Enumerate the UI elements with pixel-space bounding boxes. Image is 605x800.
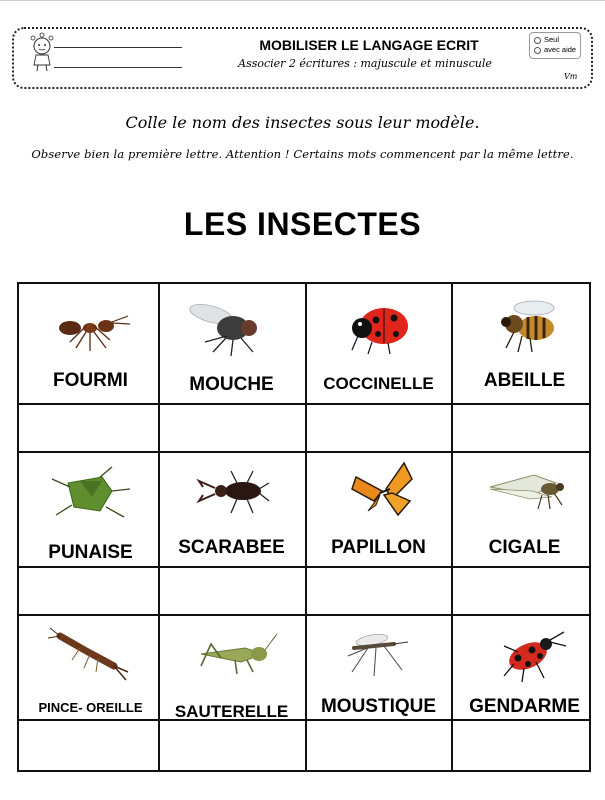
option-avec-aide[interactable]: avec aide bbox=[534, 45, 580, 55]
grasshopper-icon bbox=[181, 624, 281, 686]
insect-cell-papillon bbox=[307, 453, 450, 574]
paste-slot-fourmi[interactable] bbox=[19, 405, 162, 451]
paste-slot-cigale[interactable] bbox=[453, 568, 596, 614]
paste-slot-moustique[interactable] bbox=[307, 721, 450, 770]
top-border bbox=[0, 0, 605, 1]
paste-slot-scarabee[interactable] bbox=[160, 568, 303, 614]
insect-cell-punaise bbox=[19, 453, 162, 574]
cicada-icon bbox=[474, 461, 574, 523]
paste-slot-mouche[interactable] bbox=[160, 405, 303, 451]
insect-label: CIGALE bbox=[488, 537, 561, 558]
autonomy-choice bbox=[529, 32, 581, 59]
name-line[interactable] bbox=[54, 47, 182, 48]
stag-beetle-icon bbox=[181, 461, 281, 523]
insect-cell-abeille bbox=[453, 284, 596, 405]
insect-label: GENDARME bbox=[469, 696, 580, 717]
paste-slot-papillon[interactable] bbox=[307, 568, 450, 614]
teacher-signature: Vm bbox=[564, 72, 578, 81]
mosquito-icon bbox=[328, 622, 428, 684]
header-subtitle: Associer 2 écritures : majuscule et minuscule bbox=[238, 57, 492, 70]
paste-slot-sauterelle[interactable] bbox=[160, 721, 303, 770]
paste-slot-gendarme[interactable] bbox=[453, 721, 596, 770]
insect-cell-moustique bbox=[307, 616, 450, 737]
insect-cell-mouche bbox=[160, 284, 303, 405]
child-mascot-icon bbox=[22, 32, 62, 72]
insect-cell-fourmi bbox=[19, 284, 162, 405]
insect-label: MOUSTIQUE bbox=[320, 696, 437, 717]
insect-cell-coccinelle bbox=[307, 284, 450, 405]
insect-grid bbox=[17, 282, 591, 772]
insect-cell-sauterelle bbox=[160, 616, 303, 737]
insect-label: MOUCHE bbox=[189, 374, 274, 395]
ladybug-icon bbox=[328, 296, 428, 358]
insect-cell-gendarme bbox=[453, 616, 596, 737]
option-seul[interactable]: Seul bbox=[534, 35, 580, 45]
radio-icon[interactable] bbox=[534, 47, 541, 54]
stink-bug-icon bbox=[40, 461, 140, 523]
radio-icon[interactable] bbox=[534, 37, 541, 44]
paste-slot-coccinelle[interactable] bbox=[307, 405, 450, 451]
worksheet-header bbox=[12, 27, 593, 89]
insect-cell-pince-oreille bbox=[19, 616, 162, 737]
insect-cell-scarabee bbox=[160, 453, 303, 574]
paste-slot-pince-oreille[interactable] bbox=[19, 721, 162, 770]
paste-slot-punaise[interactable] bbox=[19, 568, 162, 614]
insect-label: FOURMI bbox=[53, 370, 128, 391]
insect-label: PUNAISE bbox=[48, 542, 133, 563]
insect-label: SAUTERELLE bbox=[174, 702, 289, 721]
insect-cell-cigale bbox=[453, 453, 596, 574]
insect-label: SCARABEE bbox=[178, 537, 285, 558]
instruction-line-1: Colle le nom des insectes sous leur modèle. bbox=[125, 113, 480, 132]
page-title: LES INSECTES bbox=[183, 206, 422, 242]
insect-label: PAPILLON bbox=[331, 537, 426, 558]
date-line[interactable] bbox=[54, 67, 182, 68]
ant-icon bbox=[40, 296, 140, 358]
insect-label: ABEILLE bbox=[483, 370, 566, 391]
instruction-line-2: Observe bien la première lettre. Attention ! Certains mots commencent par la même lettre. bbox=[31, 147, 574, 161]
butterfly-icon bbox=[328, 459, 428, 521]
insect-label: PINCE- OREILLE bbox=[38, 700, 143, 715]
earwig-icon bbox=[40, 624, 140, 686]
header-title: MOBILISER LE LANGAGE ECRIT bbox=[259, 37, 479, 53]
bee-icon bbox=[474, 296, 574, 358]
firebug-icon bbox=[474, 624, 574, 686]
insect-label: COCCINELLE bbox=[323, 374, 434, 393]
fly-icon bbox=[181, 296, 281, 358]
paste-slot-abeille[interactable] bbox=[453, 405, 596, 451]
